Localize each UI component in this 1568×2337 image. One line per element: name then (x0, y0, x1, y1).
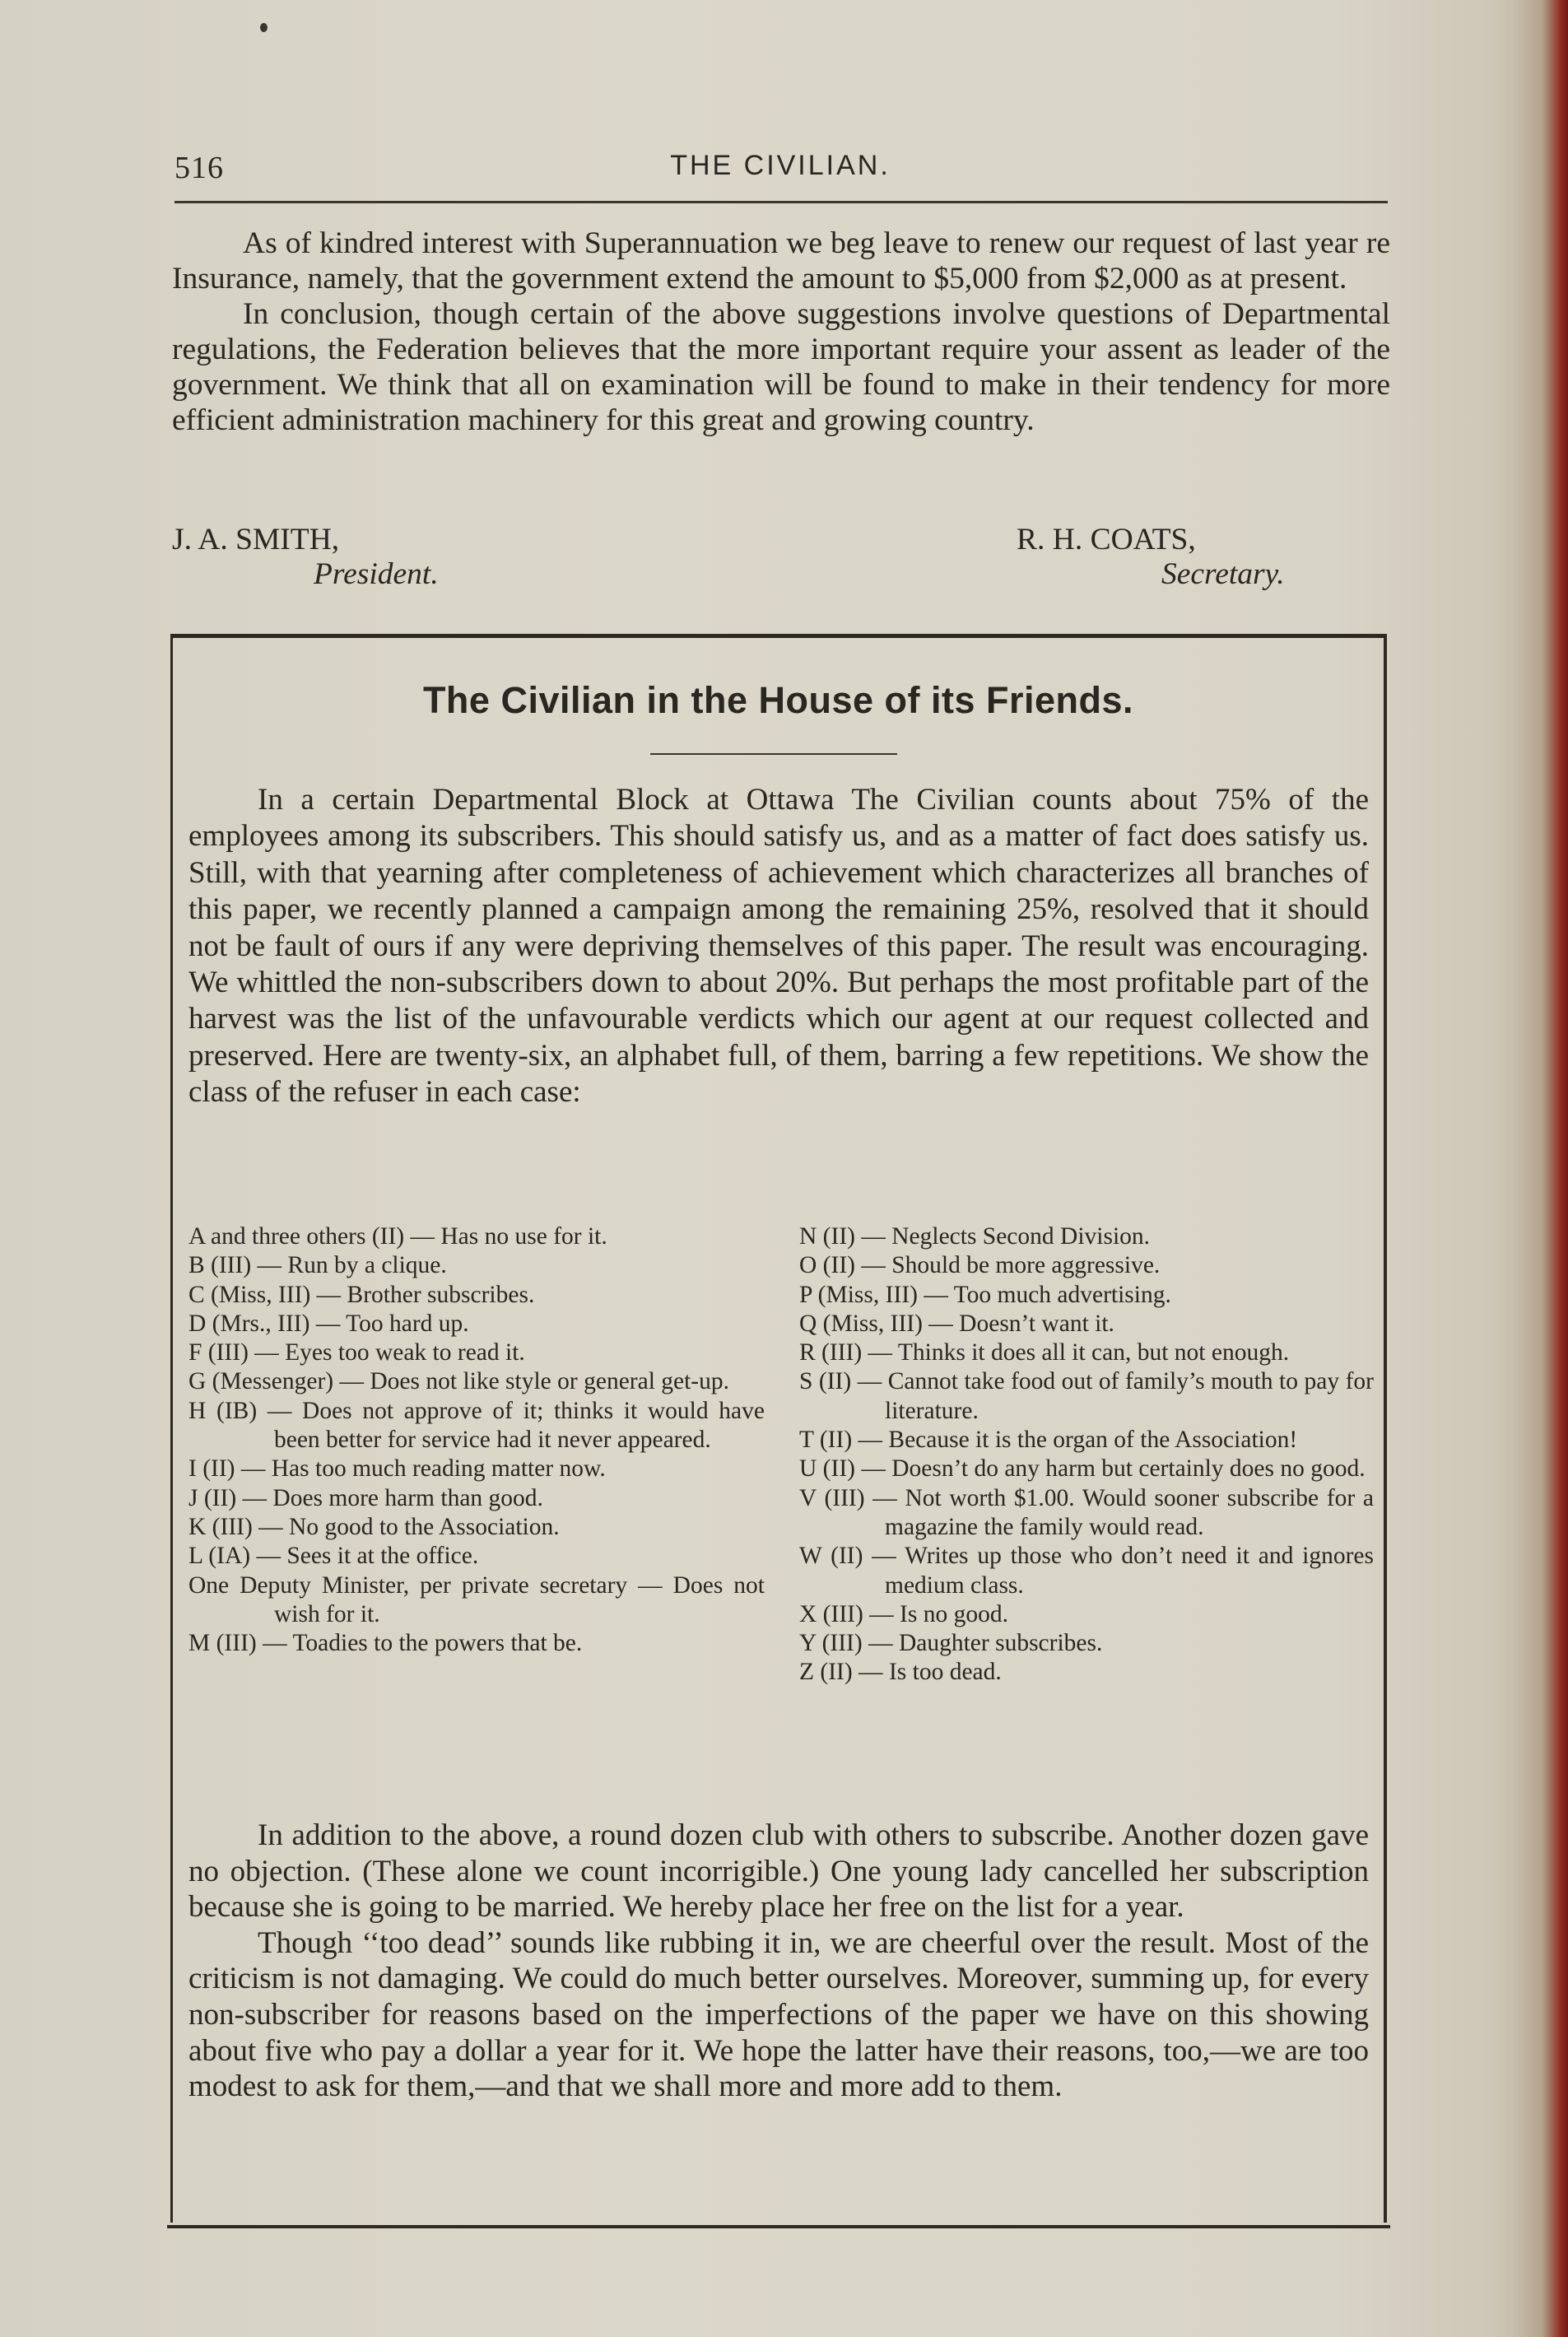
verdict-entry: Q (Miss, III) — Doesn’t want it. (799, 1310, 1114, 1337)
article-closing (188, 1818, 1369, 2105)
running-title: THE CIVILIAN. (670, 150, 891, 181)
intro-paragraph: In conclusion, though certain of the above suggestions involve questions of Departmental regulations, the Federation believes that the more important require your assent as leader of the government. We think that all on examination will be found to make in their tendency for more efficient administration machinery for this great and growing country. (172, 297, 1390, 437)
verdict-entry: H (IB) — Does not approve of it; thinks it would have been better for service had it never appeared. (188, 1397, 765, 1454)
verdict-entry: Z (II) — Is too dead. (799, 1659, 1002, 1686)
article-paragraph: In addition to the above, a round dozen club with others to subscribe. Another dozen gave no objection. (These alone we count incorrigible.) One young lady cancelled her subscription because she is going to be married. We hereby place her free on the list for a year. (188, 1818, 1369, 1925)
verdict-entry: K (III) — No good to the Association. (188, 1513, 560, 1540)
verdict-entry: M (III) — Toadies to the powers that be. (188, 1630, 583, 1657)
verdict-entry: R (III) — Thinks it does all it can, but not enough. (799, 1339, 1290, 1366)
verdict-entry: O (II) — Should be more aggressive. (799, 1252, 1161, 1279)
ink-spot (260, 23, 268, 32)
verdict-entry: N (II) — Neglects Second Division. (799, 1223, 1151, 1250)
verdict-entry: J (II) — Does more harm than good. (188, 1484, 543, 1511)
verdict-entry: L (IA) — Sees it at the office. (188, 1543, 479, 1570)
verdict-entry: W (II) — Writes up those who don’t need it and ignores medium class. (799, 1543, 1374, 1599)
page-number: 516 (174, 151, 224, 185)
verdict-entry: I (II) — Has too much reading matter now. (188, 1455, 606, 1483)
title-rule (650, 753, 897, 755)
verdict-entry: C (Miss, III) — Brother subscribes. (188, 1281, 535, 1308)
signatory-role: Secretary. (1161, 557, 1285, 591)
intro-text (172, 226, 1390, 438)
verdict-list (188, 1222, 1374, 1807)
signature-right (1017, 523, 1285, 592)
verdict-entry: A and three others (II) — Has no use for it. (188, 1223, 607, 1250)
verdict-entry: B (III) — Run by a clique. (188, 1252, 447, 1279)
article-opening (188, 782, 1369, 1111)
verdict-entry: D (Mrs., III) — Too hard up. (188, 1310, 469, 1337)
verdict-entry: One Deputy Minister, per private secretary — Does not wish for it. (188, 1571, 765, 1627)
verdict-entry: T (II) — Because it is the organ of the Association! (799, 1427, 1298, 1454)
signatory-name: R. H. COATS, (1017, 523, 1196, 556)
signature-left (172, 523, 439, 592)
verdict-entry: X (III) — Is no good. (799, 1600, 1008, 1627)
verdict-column-right (799, 1222, 1374, 1688)
verdict-entry: P (Miss, III) — Too much advertising. (799, 1281, 1171, 1308)
verdict-entry: G (Messenger) — Does not like style or general get-up. (188, 1368, 730, 1395)
page-header (174, 150, 1386, 199)
article-box (170, 634, 1387, 2223)
verdict-entry: S (II) — Cannot take food out of family’s mouth to pay for literature. (799, 1368, 1374, 1424)
article-title: The Civilian in the House of its Friends. (422, 679, 1134, 721)
verdict-entry: U (II) — Doesn’t do any harm but certainly does no good. (799, 1455, 1366, 1483)
book-spine-edge (1510, 0, 1568, 2337)
article-paragraph: Though ‘‘too dead’’ sounds like rubbing it in, we are cheerful over the result. Most of the criticism is not damaging. We could do much better ourselves. Moreover, summing up, for every non-subscriber for reasons based on the imperfections of the paper we have on this showing about five who pay a dollar a year for it. We hope the latter have their reasons, too,—we are too modest to ask for them,—and that we shall more and more add to them. (188, 1925, 1369, 2104)
verdict-entry: Y (III) — Daughter subscribes. (799, 1630, 1103, 1657)
article-paragraph: In a certain Departmental Block at Ottawa The Civilian counts about 75% of the employees among its subscribers. This should satisfy us, and as a matter of fact does satisfy us. Still, with that yearning after completeness of achievement which characterizes all branches of this paper, we recently planned a campaign among the remaining 25%, resolved that it should not be fault of ours if any were depriving themselves of this paper. The result was encouraging. We whittled the non-subscribers down to about 20%. But perhaps the most profitable part of the harvest was the list of the unfavourable verdicts which our agent at our request collected and preserved. Here are twenty-six, an alphabet full, of them, barring a few repetitions. We show the class of the refuser in each case: (188, 783, 1369, 1110)
verdict-column-left (188, 1222, 765, 1658)
verdict-entry: F (III) — Eyes too weak to read it. (188, 1339, 525, 1366)
signatory-name: J. A. SMITH, (172, 523, 340, 556)
signatures (172, 523, 1390, 597)
signatory-role: President. (314, 557, 439, 591)
verdict-entry: V (III) — Not worth $1.00. Would sooner subscribe for a magazine the family would read. (799, 1484, 1374, 1540)
bottom-rule (167, 2225, 1390, 2228)
header-rule (174, 201, 1388, 203)
intro-paragraph: As of kindred interest with Superannuation we beg leave to renew our request of last year re Insurance, namely, that the government extend the amount to $5,000 from $2,000 as at present. (172, 226, 1390, 296)
